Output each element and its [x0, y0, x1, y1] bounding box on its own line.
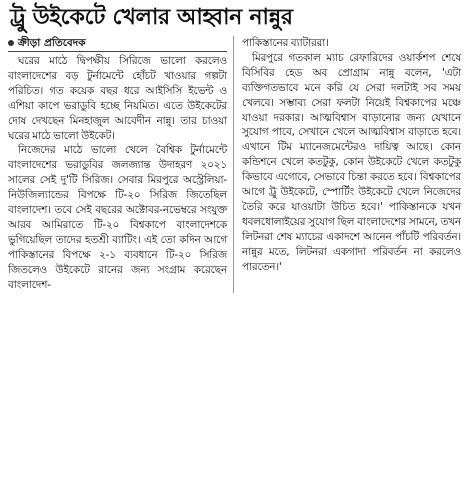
- paragraph: নিজেদের মাঠে ভালো খেলে বৈশ্বিক টুর্নামেন্টে বাংলাদেশের ভরাডুবির জলজ্যান্ত উদাহরণ ২০২১ সালের সেই দু'টি সিরিজ। সেবার মিরপুরে অস্ট্রেলিয়া-নিউজিল্যান্ডের বিপক্ষে টি-২০ সিরিজ জিতেছিল বাংলাদেশ। তবে সেই বছরের অক্টোবর-নভেম্বরে সংযুক্ত আরব আমিরাতে টি-২০ বিশ্বকাপে বাংলাদেশকে ভুগিয়েছিল তাদের হতশ্রী ব্যাটিং। এই তো কদিন আগে পাকিস্তানের বিপক্ষে ২-১ ব্যবধানে টি-২০ সিরিজ জিতলেও উইকেটে রানের জন্য সংগ্রাম করেছেন বাংলাদেশ-: [8, 144, 227, 291]
- bullet-icon: [8, 40, 14, 46]
- right-column: [242, 36, 461, 293]
- article-columns: [8, 36, 461, 293]
- paragraph: ঘরের মাঠে দ্বিপক্ষীয় সিরিজে ভালো করলেও বাংলাদেশের বড় টুর্নামেন্টে হোঁচট খাওয়ার গল্পটা পরিচিত। গত কয়েক বছর ধরে আইসিসি ইভেন্ট ও এশিয়া কাপে ভরাডুবি হচ্ছে নিয়মিত। এতে উইকেটের দোষ দেখছেন মিনহাজুল আবেদীন নান্নু। তার চাওয়া ঘরের মাঠে ভালো উইকেট।: [8, 55, 227, 142]
- paragraph: মিরপুরে গতকাল ম্যাচ রেফারিদের ওয়ার্কশপ শেষে বিসিবির হেড অব প্রোগ্রাম নান্নু বলেন, 'এটা ব্যক্তিগতভাবে মনে করি যে সেরা দলটাই সব সময় খেলবে। সম্ভাব্য সেরা ফলটা নিয়েই বিশ্বকাপের মঞ্চে যাওয়া দরকার। আত্মবিশ্বাস বাড়ানোর জন্য যেখানে সুযোগ পাবে, সেখানে খেলে আত্মবিশ্বাস বাড়াতে হবে। এখানে টিম ম্যানেজমেন্টেরও দায়িত্ব আছে। কোন কন্ডিশনে খেলে কতটুকু, কোন উইকেটে খেলে কতটুকু কিভাবে এগোবে, সেভাবে চিন্তা করতে হবে। বিশ্বকাপের আগে ট্রু উইকেটে, স্পোর্টিং উইকেটে খেলে নিজেদের তৈরি করে যাওয়াটা উচিত হবে।' পাকিস্তানকে যখন ধবলধোলাইয়ের সুযোগ ছিল বাংলাদেশের সামনে, তখন লিটনরা শেষ ম্যাচের একাদশে আনেন পাঁচটি পরিবর্তন। নান্নুর মতে, লিটনরা একগাদা পরিবর্তন না করলেও পারতেন।': [242, 51, 461, 273]
- headline: ট্রু উইকেটে খেলার আহ্বান নান্নুর: [10, 5, 293, 30]
- paragraph-continued: পাকিস্তানের ব্যাটাররা।: [242, 37, 329, 49]
- left-column: [8, 36, 234, 293]
- byline: [8, 36, 227, 52]
- byline-text: ক্রীড়া প্রতিবেদক: [18, 37, 86, 49]
